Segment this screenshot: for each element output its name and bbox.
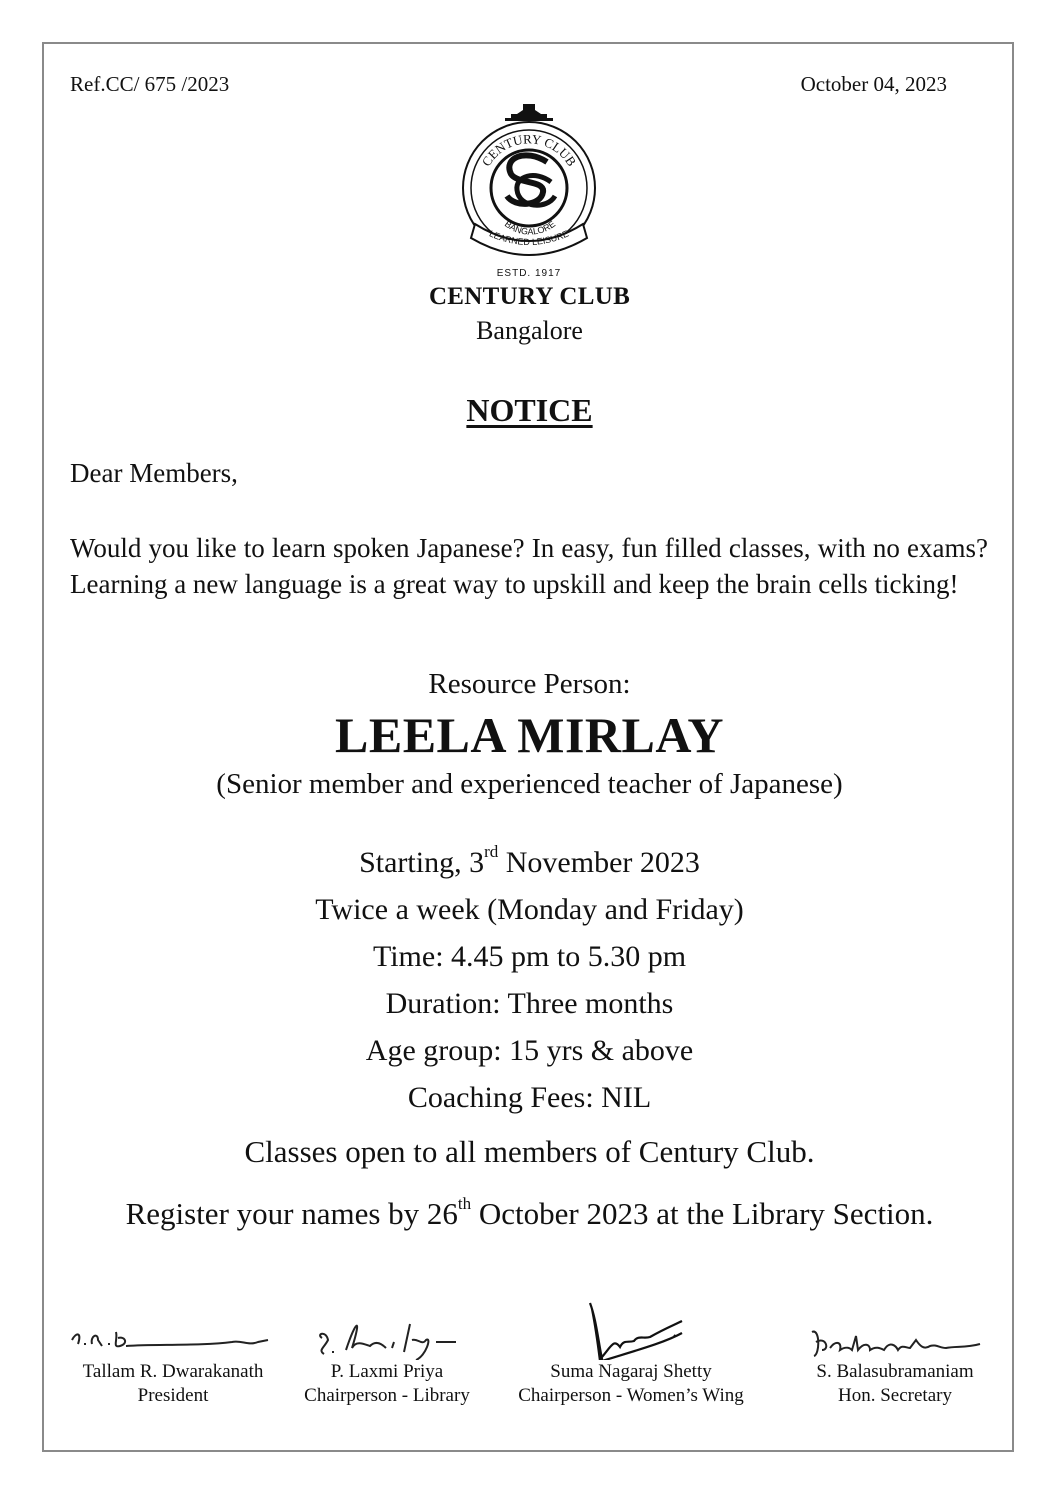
notice-title-text: NOTICE bbox=[466, 392, 593, 428]
register-rest: October 2023 at the Library Section. bbox=[471, 1196, 934, 1231]
coaching-fees: Coaching Fees: NIL bbox=[407, 1081, 652, 1114]
resource-person-label: Resource Person: bbox=[428, 668, 631, 700]
svg-text:BANGALORE: BANGALORE bbox=[502, 218, 558, 237]
notice-date: October 04, 2023 bbox=[800, 72, 947, 96]
salutation: Dear Members, bbox=[70, 458, 238, 488]
class-time: Time: 4.45 pm to 5.30 pm bbox=[372, 940, 687, 973]
century-club-emblem-icon bbox=[455, 96, 603, 280]
class-details bbox=[0, 832, 1059, 1121]
signatory-name: Suma Nagaraj Shetty bbox=[550, 1361, 712, 1382]
signatory-secretary bbox=[790, 1310, 1000, 1408]
signature-icon bbox=[790, 1310, 1000, 1360]
frequency: Twice a week (Monday and Friday) bbox=[315, 893, 744, 926]
register-ordinal: th bbox=[457, 1193, 472, 1213]
club-name: CENTURY CLUB bbox=[428, 283, 631, 310]
signatory-library-chair bbox=[286, 1310, 488, 1408]
notice-title bbox=[0, 392, 1059, 429]
signature-icon bbox=[62, 1310, 284, 1360]
start-date-rest: November 2023 bbox=[498, 846, 700, 879]
club-city: Bangalore bbox=[476, 316, 583, 345]
signatory-womens-wing-chair bbox=[494, 1310, 768, 1408]
open-to-members: Classes open to all members of Century Club. bbox=[244, 1134, 815, 1169]
signatory-name: S. Balasubramaniam bbox=[816, 1361, 974, 1382]
resource-person-name: LEELA MIRLAY bbox=[335, 707, 724, 763]
signatory-title: Chairperson - Library bbox=[304, 1385, 470, 1406]
signatory-name: P. Laxmi Priya bbox=[330, 1361, 444, 1382]
signature-icon bbox=[286, 1310, 488, 1360]
signatory-name: Tallam R. Dwarakanath bbox=[82, 1361, 264, 1382]
signatory-title: President bbox=[137, 1385, 209, 1406]
signatory-president bbox=[62, 1310, 284, 1408]
start-date-prefix: Starting, 3 bbox=[359, 846, 485, 879]
resource-person-description: (Senior member and experienced teacher of Japanese) bbox=[216, 768, 843, 800]
start-date bbox=[0, 832, 1059, 886]
notice-body: Would you like to learn spoken Japanese? In easy, fun filled classes, with no exams? Learning a new language is a great way to upskill and keep the brain cells ticking! bbox=[70, 533, 988, 599]
svg-text:CENTURY CLUB: CENTURY CLUB bbox=[478, 131, 580, 169]
reference-number: Ref.CC/ 675 /2023 bbox=[70, 72, 230, 96]
signature-icon bbox=[494, 1288, 768, 1360]
svg-text:ESTD. 1917: ESTD. 1917 bbox=[496, 268, 562, 279]
registration-instruction bbox=[0, 1193, 1059, 1232]
signatory-title: Hon. Secretary bbox=[838, 1385, 952, 1406]
register-prefix: Register your names by 26 bbox=[125, 1196, 458, 1231]
duration: Duration: Three months bbox=[385, 987, 674, 1020]
start-date-ordinal: rd bbox=[484, 842, 499, 861]
svg-text:LEARNED LEISURE: LEARNED LEISURE bbox=[487, 228, 571, 248]
signatory-title: Chairperson - Women’s Wing bbox=[518, 1385, 744, 1406]
age-group: Age group: 15 yrs & above bbox=[365, 1034, 694, 1067]
